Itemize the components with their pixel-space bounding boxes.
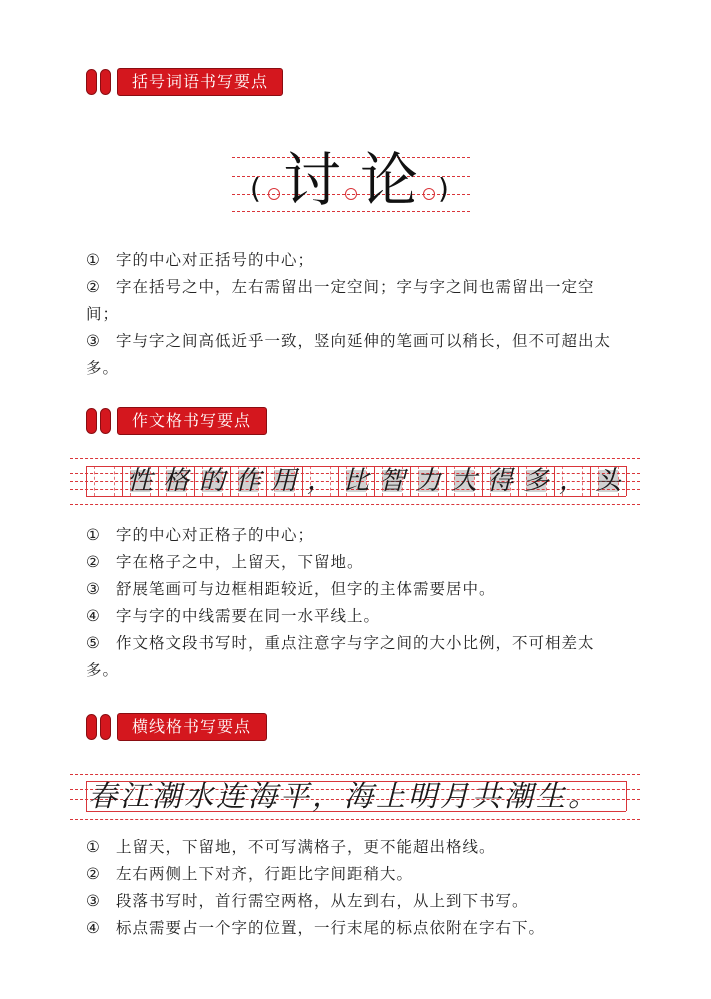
notes-brackets — [86, 247, 626, 382]
note-item: ③ 字与字之间高低近乎一致，竖向延伸的笔画可以稍长，但不可超出太多。 — [86, 332, 612, 377]
notes-lined — [86, 834, 626, 942]
grid-char: 得 — [486, 466, 513, 496]
section-header-composition — [86, 407, 267, 435]
section-title: 横线格书写要点 — [117, 713, 267, 741]
sample-char: 讨 — [283, 146, 342, 214]
grid-char: 智 — [378, 466, 405, 496]
center-circle-icon — [345, 188, 357, 200]
guide-line — [114, 466, 115, 496]
note-item: ② 左右两侧上下对齐，行距比字间距稍大。 — [86, 865, 414, 883]
header-marker-icon — [100, 714, 111, 740]
right-paren: ) — [438, 172, 449, 205]
note-item: ① 字的中心对正格子的中心； — [86, 526, 315, 544]
center-circle-icon — [423, 188, 435, 200]
note-item: ① 上留天，下留地，不可写满格子，更不能超出格线。 — [86, 838, 496, 856]
grid-char: 头 — [594, 466, 621, 496]
note-item: ③ 段落书写时，首行需空两格，从左到右，从上到下书写。 — [86, 892, 529, 910]
guide-line — [70, 504, 640, 505]
grid-divider — [86, 466, 87, 496]
notes-composition — [86, 522, 626, 684]
grid-char: 比 — [342, 466, 369, 496]
grid-char: ， — [306, 466, 333, 496]
grid-char: ， — [558, 466, 585, 496]
grid-char: 力 — [414, 466, 441, 496]
note-item: ② 字在格子之中，上留天，下留地。 — [86, 553, 364, 571]
note-item: ③ 舒展笔画可与边框相距较近，但字的主体需要居中。 — [86, 580, 496, 598]
section-title: 括号词语书写要点 — [117, 68, 283, 96]
grid-char: 多 — [522, 466, 549, 496]
grid-char: 格 — [162, 466, 189, 496]
note-item: ④ 字与字的中线需要在同一水平线上。 — [86, 607, 381, 625]
section-header-brackets — [86, 68, 283, 96]
grid-char: 大 — [450, 466, 477, 496]
guide-line — [70, 458, 640, 459]
left-paren: ( — [250, 172, 261, 205]
header-marker-icon — [100, 408, 111, 434]
header-marker-icon — [86, 714, 97, 740]
lined-sample-text: 春江潮水连海平，海上明月共潮生。 — [88, 779, 601, 813]
grid-divider — [626, 466, 627, 496]
grid-char: 性 — [126, 466, 153, 496]
header-marker-icon — [86, 69, 97, 95]
header-marker-icon — [100, 69, 111, 95]
note-item: ② 字在括号之中，左右需留出一定空间；字与字之间也需留出一定空间； — [86, 278, 595, 323]
note-item: ④ 标点需要占一个字的位置，一行末尾的标点依附在字右下。 — [86, 919, 546, 937]
section-header-lined — [86, 713, 267, 741]
sample-char: 论 — [360, 146, 419, 214]
guide-line — [94, 466, 95, 496]
note-item: ⑤ 作文格文段书写时，重点注意字与字之间的大小比例，不可相差太多。 — [86, 634, 595, 679]
section-title: 作文格书写要点 — [117, 407, 267, 435]
note-item: ① 字的中心对正括号的中心； — [86, 251, 315, 269]
grid-char: 用 — [270, 466, 297, 496]
grid-char: 的 — [198, 466, 225, 496]
center-circle-icon — [268, 188, 280, 200]
grid-char: 作 — [234, 466, 261, 496]
header-marker-icon — [86, 408, 97, 434]
